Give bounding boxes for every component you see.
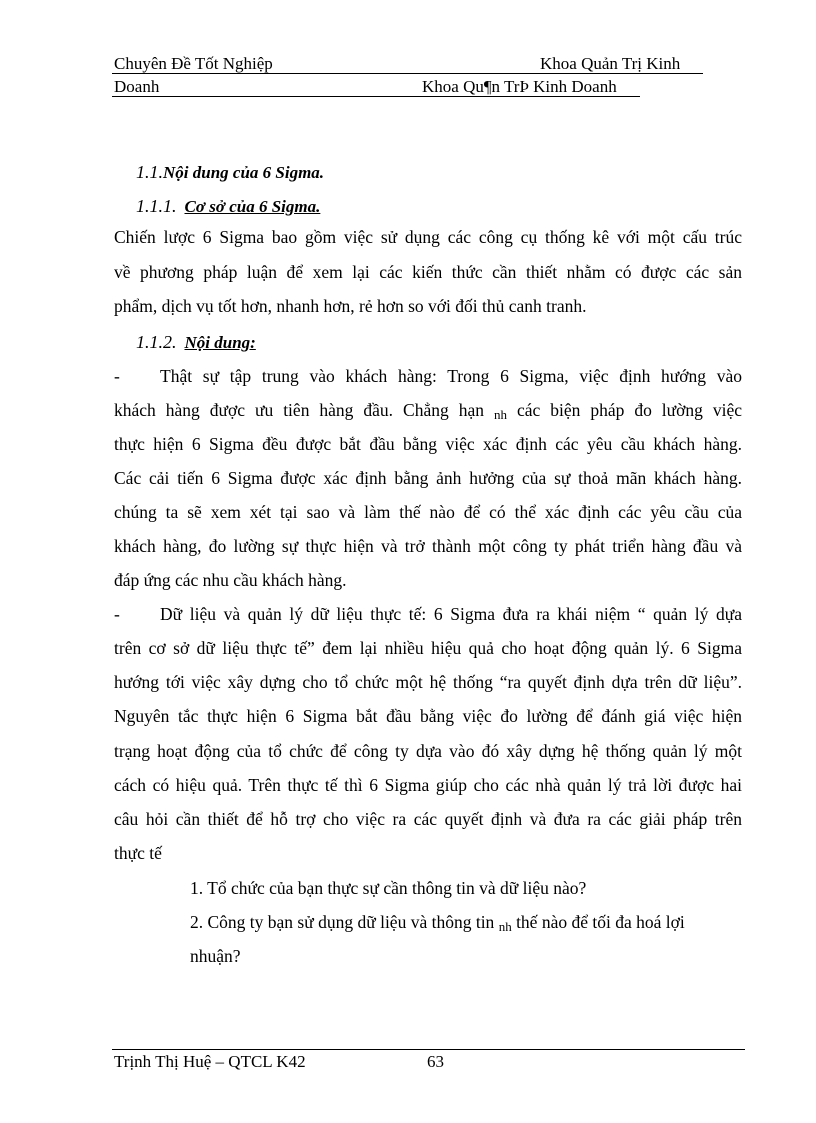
footer-author: Trịnh Thị Huệ – QTCL K42 [114,1052,306,1071]
question-2 [190,911,685,938]
text-fragment: nh [493,407,507,422]
section-number: 1.1. [136,162,163,182]
text-fragment: nh [498,919,512,934]
text-segment: khách hàng được ưu tiên hàng đầu. Chẳng hạn [114,400,484,420]
text-segment: các biện pháp đo lường việc [516,400,743,420]
section-heading-1-1-1 [136,196,320,217]
section-number: 1.1.1. [136,196,177,216]
question-2-continued: nhuận? [190,946,241,966]
question-1: 1. Tổ chức của bạn thực sự cần thông tin và dữ liệu nào? [190,878,587,898]
paragraph-line: hướng tới việc xây dựng cho tổ chức một hệ thống “ra quyết định dựa trên dữ liệu”. [114,672,742,692]
paragraph-line: phẩm, dịch vụ tốt hơn, nhanh hơn, rẻ hơn so với đối thủ canh tranh. [114,296,587,316]
dash-bullet: - [114,366,120,386]
paragraph-line: đáp ứng các nhu cầu khách hàng. [114,570,347,590]
paragraph-line: thực tế [114,843,162,863]
section-heading-1-1-2 [136,332,256,353]
paragraph-line [114,399,742,421]
text-segment: thế nào để tối đa hoá lợi [516,912,685,932]
page-number: 63 [427,1052,444,1071]
section-number: 1.1.2. [136,332,177,352]
section-title: Nội dung: [184,333,256,352]
text-segment: 2. Công ty bạn sử dụng dữ liệu và thông tin [190,912,495,932]
header-left-bottom: Doanh [114,77,160,96]
header-left-top: Chuyên Đề Tốt Nghiệp [114,54,273,73]
paragraph-line: trạng hoạt động của tổ chức để công ty dựa vào đó xây dựng hệ thống quản lý một [114,741,742,761]
paragraph-line: chúng ta sẽ xem xét tại sao và làm thế nào để có thể xác định các yêu cầu của [114,502,742,522]
bullet-line [114,603,742,625]
header-right-bottom: Khoa Qu¶n TrÞ Kinh Doanh [422,77,617,96]
section-title: Nội dung của 6 Sigma. [163,163,325,182]
paragraph-line: Chiến lược 6 Sigma bao gồm việc sử dụng các công cụ thống kê với một cấu trúc [114,227,742,247]
footer-divider [112,1049,745,1050]
header-divider-top [112,73,703,74]
section-title: Cơ sở của 6 Sigma. [184,197,321,216]
paragraph-line: trên cơ sở dữ liệu thực tế” đem lại nhiều hiệu quả cho hoạt động quản lý. 6 Sigma [114,638,742,658]
paragraph-line: câu hỏi cần thiết để hỗ trợ cho việc ra các quyết định và đưa ra các giải pháp trên [114,809,742,829]
dash-bullet: - [114,604,120,624]
paragraph-line: khách hàng, đo lường sự thực hiện và trở thành một công ty phát triển hàng đầu và [114,536,742,556]
bullet-text: Thật sự tập trung vào khách hàng: Trong 6 Sigma, việc định hướng vào [160,366,742,386]
header-right-top: Khoa Quản Trị Kinh [540,54,681,73]
paragraph-line: thực hiện 6 Sigma đều được bắt đầu bằng việc xác định các yêu cầu khách hàng. [114,434,742,454]
paragraph-line: cách có hiệu quả. Trên thực tế thì 6 Sigma giúp cho các nhà quản lý trả lời được hai [114,775,742,795]
paragraph-line: Nguyên tắc thực hiện 6 Sigma bắt đầu bằng việc đo lường để đánh giá việc hiện [114,706,742,726]
paragraph-line: về phương pháp luận để xem lại các kiến thức cần thiết nhằm có được các sản [114,262,742,282]
header-divider-bottom [112,96,640,97]
section-heading-1-1 [136,162,324,183]
paragraph-line: Các cải tiến 6 Sigma được xác định bằng ảnh hưởng của sự thoả mãn khách hàng. [114,468,742,488]
bullet-text: Dữ liệu và quản lý dữ liệu thực tế: 6 Sigma đưa ra khái niệm “ quản lý dựa [160,604,742,624]
bullet-line [114,365,742,387]
